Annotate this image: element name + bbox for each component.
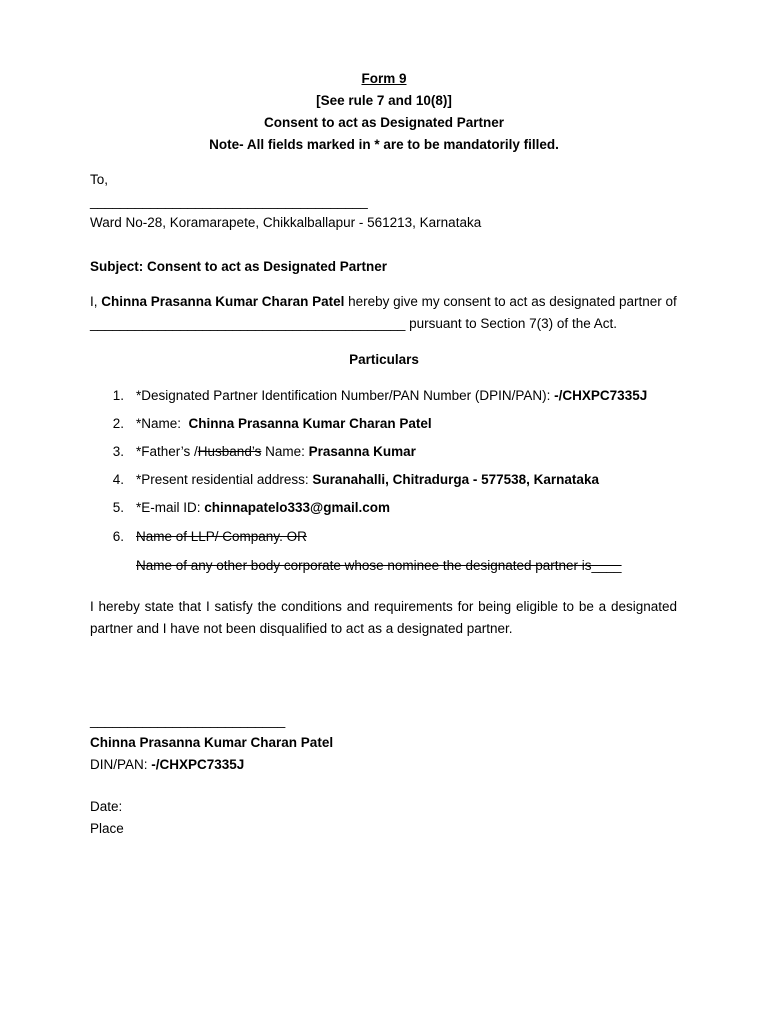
item-value: Suranahalli, Chitradurga - 577538, Karnataka [312, 472, 599, 487]
item-number: 5. [112, 500, 124, 515]
particular-item-father-name [90, 443, 416, 461]
item-value: Prasanna Kumar [308, 444, 416, 459]
particulars-heading: Particulars [349, 352, 419, 367]
item-label: Name: [261, 444, 309, 459]
item-struck-label: Husband’s [197, 444, 262, 459]
form-number: Form 9 [361, 71, 407, 86]
item-label: *Designated Partner Identification Number/PAN Number (DPIN/PAN): [136, 388, 555, 403]
recipient-blank: _____________________________________ [90, 194, 368, 209]
item-value: chinnapatelo333@gmail.com [204, 500, 390, 515]
item-number: 1. [112, 388, 124, 403]
rule-reference: [See rule 7 and 10(8)] [316, 93, 452, 108]
consent-line-1 [90, 293, 677, 311]
din-label: DIN/PAN: [90, 757, 152, 772]
item-label: *Father’s / [136, 444, 198, 459]
declaration-paragraph: I hereby state that I satisfy the conditions and requirements for being eligible to be a designated partner and I have not been disqualified to act as a designated partner. [90, 599, 677, 636]
subject-line: Subject: Consent to act as Designated Partner [90, 259, 388, 274]
item-number: 3. [112, 444, 124, 459]
particular-item-address [90, 471, 599, 489]
signature-line: __________________________ [90, 713, 286, 728]
item-value: Chinna Prasanna Kumar Charan Patel [188, 416, 432, 431]
particular-item-name [90, 415, 432, 433]
form-title: Consent to act as Designated Partner [263, 115, 505, 130]
item-number: 2. [112, 416, 124, 431]
to-label: To, [90, 172, 109, 187]
item-number: 4. [112, 472, 124, 487]
din-value: -/CHXPC7335J [151, 757, 245, 772]
item-label: *Present residential address: [136, 472, 313, 487]
consent-line-2 [90, 315, 617, 333]
item-label: *E-mail ID: [136, 500, 205, 515]
signatory-din [90, 756, 244, 774]
consent-suffix: pursuant to Section 7(3) of the Act. [405, 316, 617, 331]
particular-item-body-corporate: Name of any other body corporate whose nominee the designated partner is____ [136, 558, 622, 573]
consent-name: Chinna Prasanna Kumar Charan Patel [101, 294, 345, 309]
particular-item-dpin [90, 387, 647, 405]
item-label: *Name: [136, 416, 189, 431]
mandatory-note: Note- All fields marked in * are to be mandatorily filled. [209, 137, 559, 152]
item-value: -/CHXPC7335J [554, 388, 648, 403]
consent-prefix: I, [90, 294, 102, 309]
particular-item-llp [90, 528, 307, 546]
llp-blank: __________________________________________ [90, 316, 406, 331]
date-label: Date: [90, 799, 123, 814]
recipient-address: Ward No-28, Koramarapete, Chikkalballapur - 561213, Karnataka [90, 215, 482, 230]
signatory-name: Chinna Prasanna Kumar Charan Patel [90, 735, 334, 750]
item-number: 6. [112, 529, 124, 544]
particular-item-email [90, 499, 390, 517]
item-struck-label: Name of LLP/ Company. OR [136, 529, 307, 544]
consent-middle: hereby give my consent to act as designated partner of [344, 294, 677, 309]
place-label: Place [90, 821, 124, 836]
